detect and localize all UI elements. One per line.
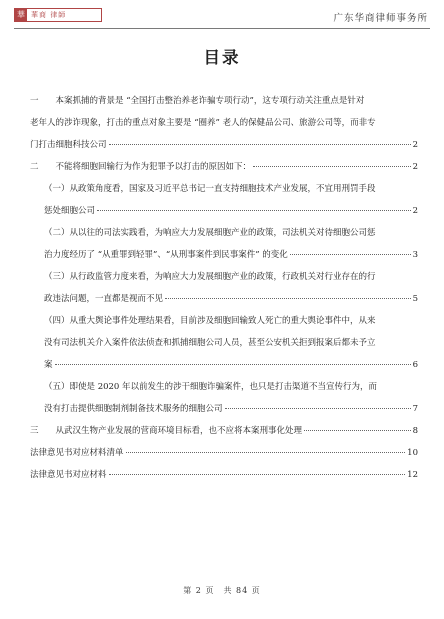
dot-leader <box>126 452 406 453</box>
toc-entry[interactable] <box>30 442 418 464</box>
toc-entry[interactable] <box>30 310 418 376</box>
page-header <box>0 0 444 36</box>
toc-page-number: 2 <box>412 206 418 216</box>
toc-entry-text: （四）从重大舆论事件处理结果看，目前涉及细胞回输致人死亡的重大舆论事件中，从来 <box>44 316 376 326</box>
dot-leader <box>55 364 411 365</box>
toc-entry[interactable] <box>30 464 418 486</box>
toc-entry-text: 二 不能将细胞回输行为作为犯罪予以打击的原因如下： <box>30 162 252 172</box>
toc-page-number: 2 <box>412 162 418 172</box>
toc-page-number: 3 <box>412 250 418 260</box>
dot-leader <box>290 254 411 255</box>
toc-page-number: 12 <box>407 470 418 480</box>
toc-entry-text: （一）从政策角度看，国家及习近平总书记一直支持细胞技术产业发展，不宜用刑罚手段 <box>44 184 376 194</box>
toc-entry-text: 治力度经历了 “从重罪到轻罪”、“从刑事案件到民事案件” 的变化 <box>44 250 288 260</box>
header-divider <box>14 28 430 29</box>
toc-entry-text: 一 本案抓捕的背景是 “全国打击整治养老诈骗专项行动”，这专项行动关注重点是针对 <box>30 96 365 106</box>
dot-leader <box>253 166 411 167</box>
toc-page-number: 7 <box>412 404 418 414</box>
toc-entry[interactable] <box>30 266 418 310</box>
toc-entry-text: 案 <box>44 360 53 370</box>
toc-entry[interactable] <box>30 156 418 178</box>
toc-entry-text: 没有打击提供细胞制剂制备技术服务的细胞公司 <box>44 404 223 414</box>
toc-page-number: 10 <box>407 448 418 458</box>
firm-logo <box>14 8 102 22</box>
toc-entry-text: （三）从行政监管力度来看，为响应大力发展细胞产业的政策，行政机关对行业存在的行 <box>44 272 376 282</box>
toc-entry-text: 门打击细胞科技公司 <box>30 140 107 150</box>
toc-entry-text: 三 从武汉生物产业发展的营商环境目标看，也不应将本案刑事化处理 <box>30 426 303 436</box>
toc-entry[interactable] <box>30 90 418 156</box>
dot-leader <box>109 144 411 145</box>
toc-page-number: 5 <box>412 294 418 304</box>
dot-leader <box>304 430 411 431</box>
page-title: 目录 <box>203 48 241 67</box>
toc-entry-text: 法律意见书对应材料清单 <box>30 448 124 458</box>
toc-entry-text: 惩处细胞公司 <box>44 206 96 216</box>
toc-entry[interactable] <box>30 420 418 442</box>
toc-entry-text: 老年人的涉诈现象，打击的重点对象主要是 “圈养” 老人的保健品公司、旅游公司等，而非专 <box>30 118 376 128</box>
toc-page-number: 2 <box>412 140 418 150</box>
logo-seal: 華 <box>17 10 25 19</box>
page-footer: 第 2 页 共 84 页 <box>183 586 261 595</box>
dot-leader <box>109 474 406 475</box>
toc-page-number: 8 <box>412 426 418 436</box>
toc-entry[interactable] <box>30 376 418 420</box>
dot-leader <box>165 298 411 299</box>
toc-page-number: 6 <box>412 360 418 370</box>
toc-entry-text: （五）即使是 2020 年以前发生的涉干细胞诈骗案件，也只是打击渠道不当宣传行为，而 <box>44 382 378 392</box>
toc-entry[interactable] <box>30 178 418 222</box>
toc-entry-text: （二）从以往的司法实践看，为响应大力发展细胞产业的政策，司法机关对待细胞公司惩 <box>44 228 376 238</box>
toc-entry-text: 法律意见书对应材料 <box>30 470 107 480</box>
dot-leader <box>97 210 411 211</box>
logo-text: 華商 律師 <box>31 11 67 19</box>
table-of-contents <box>30 90 418 486</box>
dot-leader <box>225 408 411 409</box>
toc-entry-text: 没有司法机关介入案件依法侦查和抓捕细胞公司人员，甚至公安机关拒到报案后都未予立 <box>44 338 376 348</box>
firm-name: 广东华商律师事务所 <box>333 13 428 24</box>
toc-entry-text: 政违法问题，一直都是视而不见 <box>44 294 164 304</box>
toc-entry[interactable] <box>30 222 418 266</box>
